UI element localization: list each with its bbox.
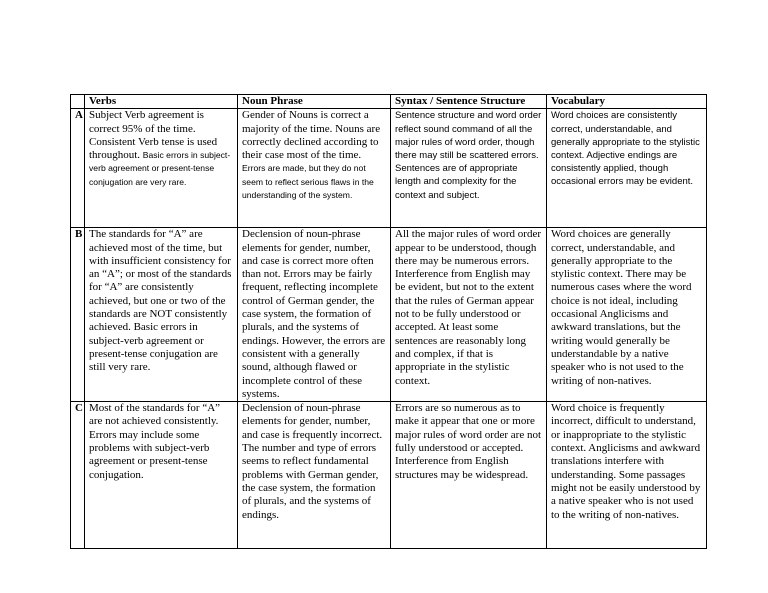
cell-a-noun-note: Errors are made, but they do not seem to reflect serious flaws in the understanding of the system. xyxy=(242,163,374,201)
grade-label-c: C xyxy=(71,402,85,549)
header-grade xyxy=(71,95,85,109)
cell-a-syntax: Sentence structure and word order reflect sound command of all the major rules of word order, though there may still be scattered errors. Sentences are of appropriate length and complexity for the context and subject. xyxy=(391,109,547,228)
header-vocabulary: Vocabulary xyxy=(547,95,707,109)
grade-label-b: B xyxy=(71,228,85,402)
header-noun-phrase: Noun Phrase xyxy=(238,95,391,109)
cell-c-vocabulary: Word choice is frequently incorrect, difficult to understand, or inappropriate to the stylistic context. Anglicisms and awkward translations interfere with understanding. Some passages might not be easily understood by a native speaker who is not used to the writing of non-natives. xyxy=(547,402,707,549)
cell-a-vocabulary: Word choices are consistently correct, understandable, and generally appropriate to the stylistic context. Adjective endings are consistently applied, though occasional errors may be evident. xyxy=(547,109,707,228)
cell-b-noun-phrase: Declension of noun-phrase elements for gender, number, and case is correct more often than not. Errors may be fairly frequent, reflecting incomplete control of German gender, the case system, the formation of plurals, and the systems of endings. However, the errors are consistent with a generally sound, although flawed or incomplete control of these systems. xyxy=(238,228,391,402)
grading-rubric-table xyxy=(70,94,707,549)
row-grade-c xyxy=(71,402,707,549)
header-verbs: Verbs xyxy=(85,95,238,109)
row-grade-b xyxy=(71,228,707,402)
cell-a-noun-phrase xyxy=(238,109,391,228)
header-syntax: Syntax / Sentence Structure xyxy=(391,95,547,109)
cell-c-verbs: Most of the standards for “A” are not achieved consistently. Errors may include some problems with subject-verb agreement or present-tense conjugation. xyxy=(85,402,238,549)
cell-a-verbs-note: Basic errors in subject-verb agreement or present-tense conjugation are very rare. xyxy=(89,150,231,187)
cell-a-noun-main: Gender of Nouns is correct a majority of the time. Nouns are correctly declined according to their case most of the time. xyxy=(242,109,381,162)
cell-a-verbs-main: Subject Verb agreement is correct 95% of the time. Consistent Verb tense is used throughout. xyxy=(89,109,218,162)
grade-label-a: A xyxy=(71,109,85,228)
cell-b-verbs: The standards for “A” are achieved most of the time, but with insufficient consistency for an “A”; or most of the standards for “A” are consistently achieved, but one or two of the standards are NOT consistently achieved. Basic errors in subject-verb agreement or present-tense conjugation are still very rare. xyxy=(85,228,238,402)
cell-c-noun-phrase: Declension of noun-phrase elements for gender, number, and case is frequently incorrect. The number and type of errors seems to reflect fundamental problems with German gender, the case system, the formation of plurals, and the systems of endings. xyxy=(238,402,391,549)
cell-a-verbs xyxy=(85,109,238,228)
row-grade-a xyxy=(71,109,707,228)
header-row xyxy=(71,95,707,109)
cell-c-syntax: Errors are so numerous as to make it appear that one or more major rules of word order are not fully understood or accepted. Interference from English structures may be widespread. xyxy=(391,402,547,549)
cell-b-syntax: All the major rules of word order appear to be understood, though there may be numerous errors. Interference from English may be evident, but not to the extent that the rules of German appear not to be fully understood or accepted. At least some sentences are reasonably long and complex, if that is appropriate in the stylistic context. xyxy=(391,228,547,402)
cell-b-vocabulary: Word choices are generally correct, understandable, and generally appropriate to the stylistic context. There may be numerous cases where the word choice is not ideal, including occasional Anglicisms and awkward translations, but the writing would generally be understandable by a native speaker who is not used to the writing of non-natives. xyxy=(547,228,707,402)
